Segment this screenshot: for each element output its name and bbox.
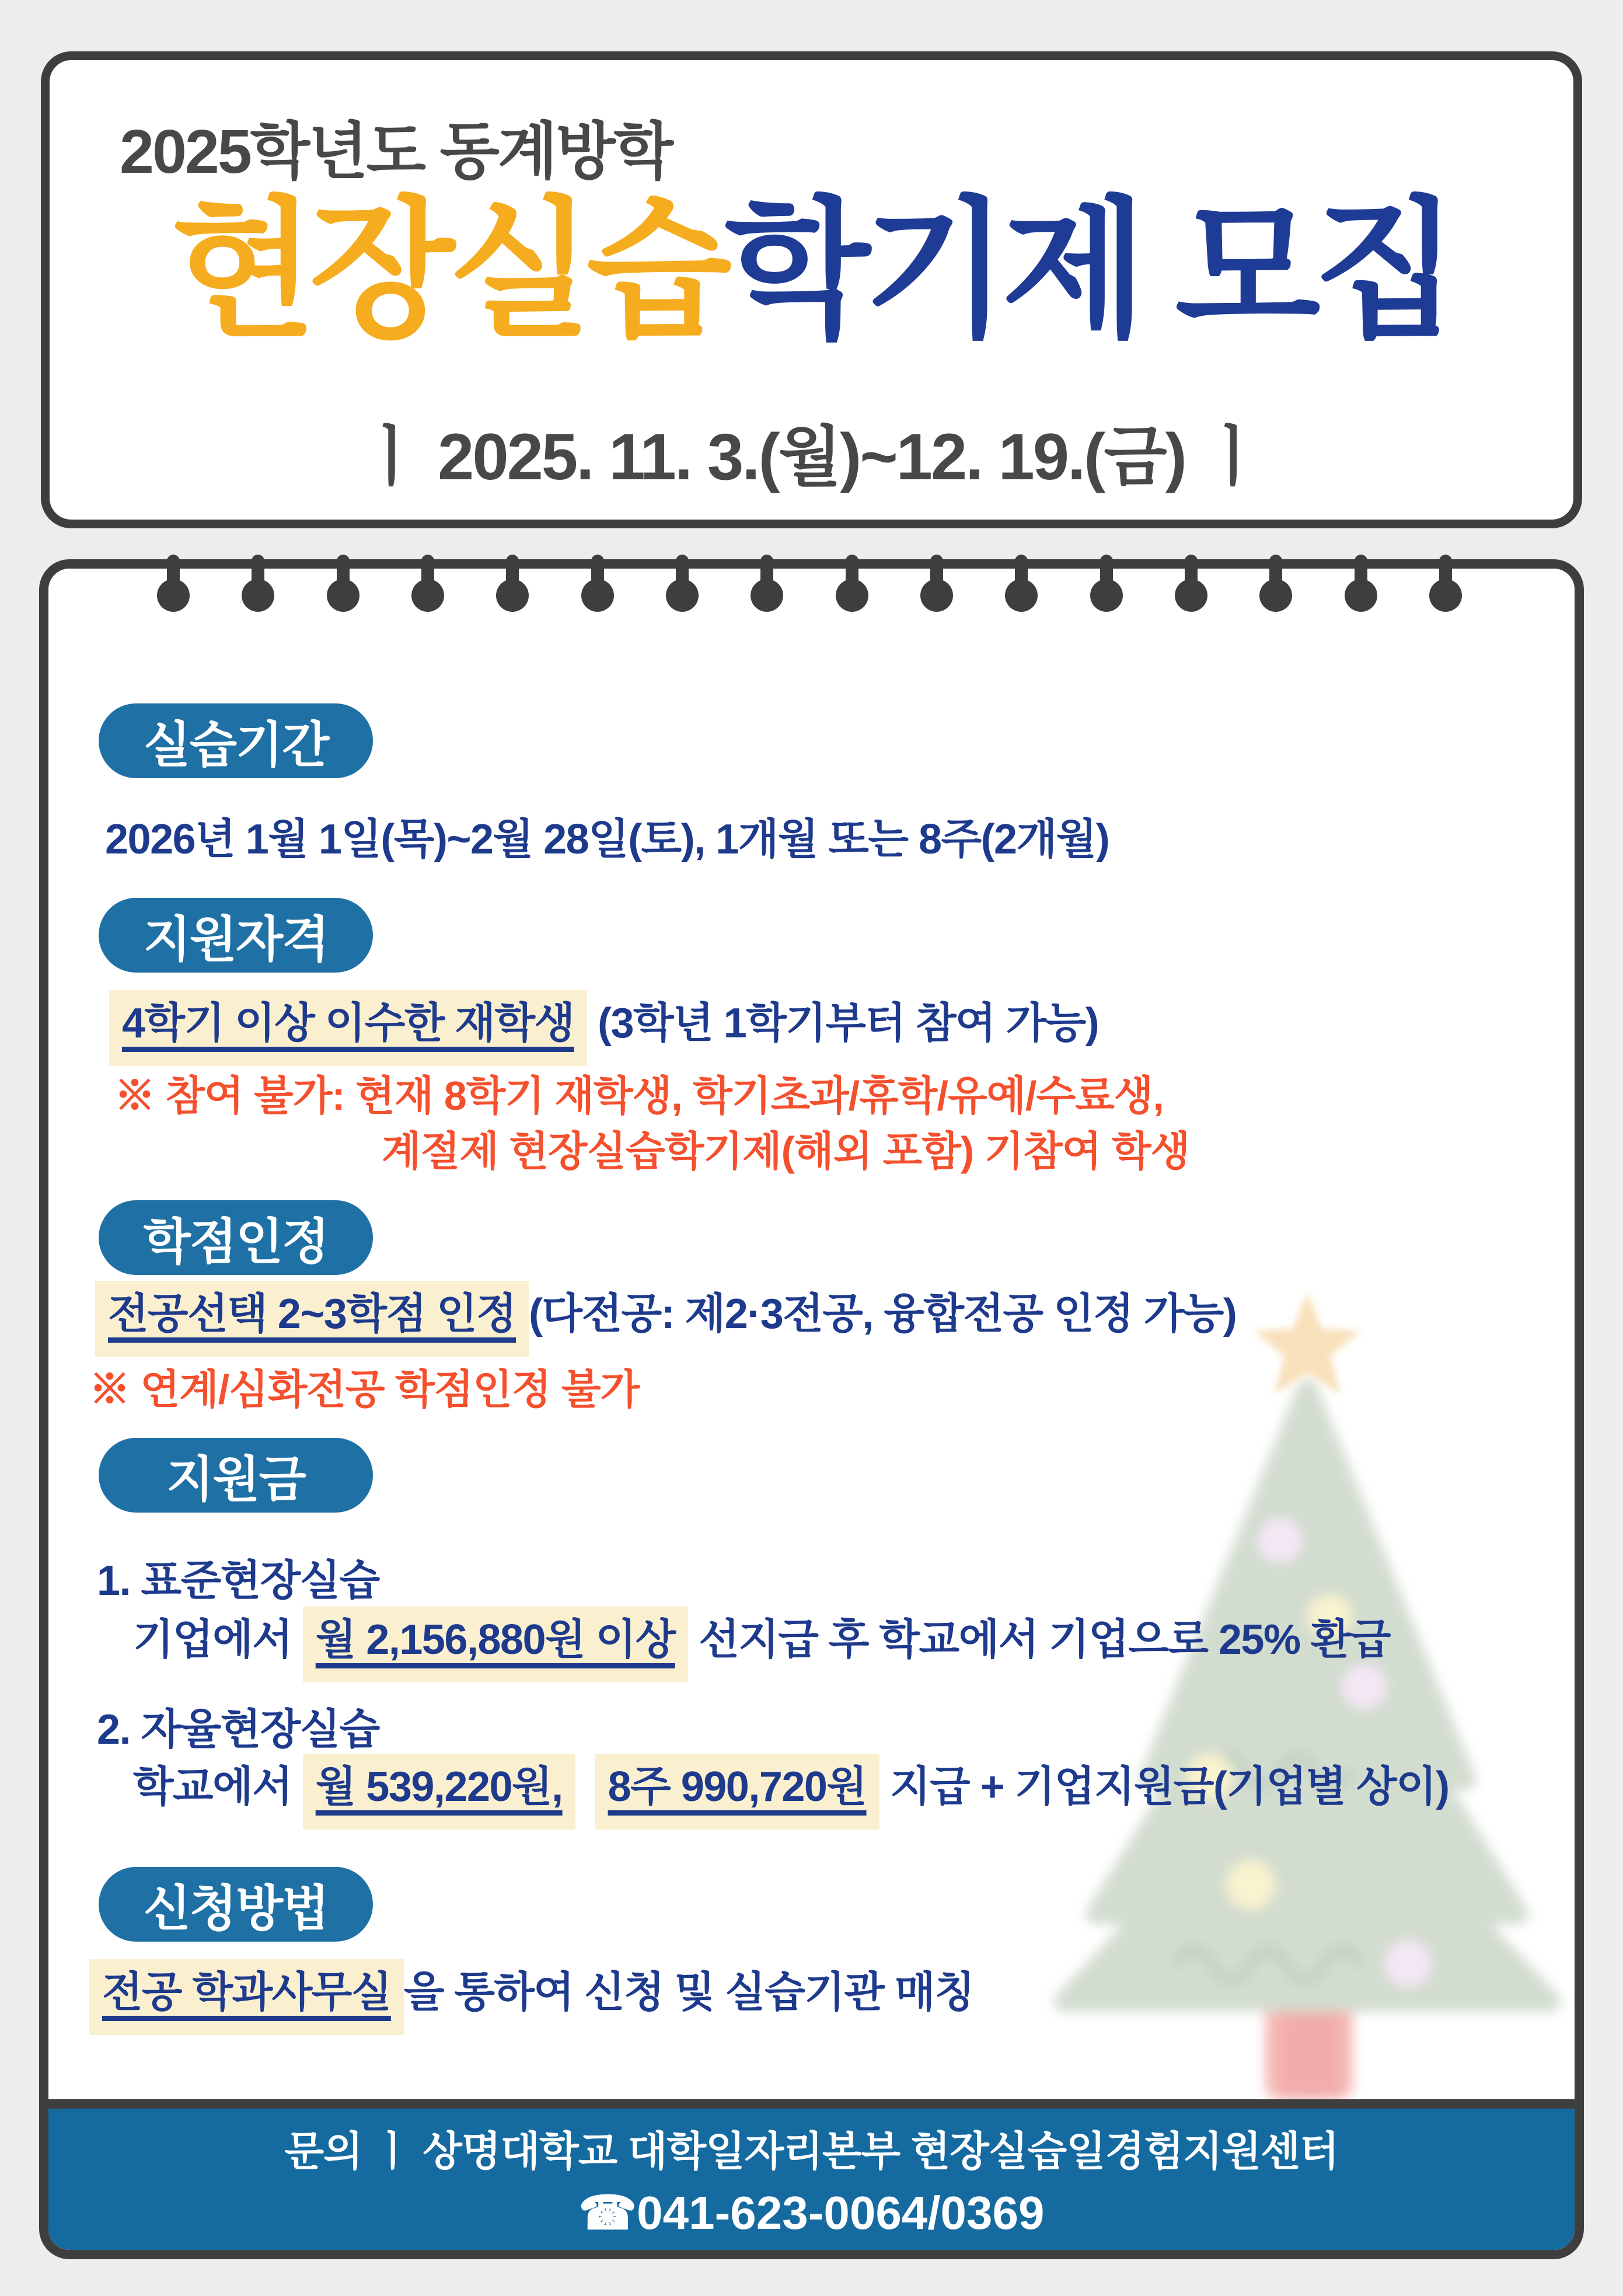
stipend-item1-prefix: 기업에서 (133, 1616, 303, 1663)
binding-pin (167, 555, 180, 593)
tree-ornament (1385, 1940, 1432, 1987)
header-subtitle: 2025학년도 동계방학 (120, 117, 672, 186)
practice-period-text: 2026년 1월 1일(목)~2월 28일(토), 1개월 또는 8주(2개월) (105, 816, 1109, 863)
phone-numbers: 041-623-0064/0369 (637, 2187, 1045, 2239)
binding-pin (676, 555, 689, 593)
binding-pin (1100, 555, 1113, 593)
eligibility-rest: (3학년 1학기부터 참여 가능) (587, 1000, 1099, 1047)
binding-pin (252, 555, 264, 593)
stipend-item1-detail (133, 1607, 1390, 1682)
tree-ornament (1226, 1861, 1275, 1910)
binding-pin (421, 555, 434, 593)
tree-ornament (1258, 1518, 1302, 1563)
binding-pin (930, 555, 943, 593)
credit-text (95, 1281, 1236, 1357)
binding-pin (1015, 555, 1028, 593)
title-highlight-text: 현장실습 (171, 186, 725, 354)
section-badge-credit: 학점인정 (99, 1200, 373, 1275)
title-rest-text: 학기제 모집 (725, 186, 1452, 354)
phone-icon: ☎ (578, 2187, 637, 2239)
binding-pin (506, 555, 519, 593)
section-badge-eligibility: 지원자격 (99, 898, 373, 973)
stipend-item2-highlight-1: 월 539,220원, (303, 1754, 575, 1830)
eligibility-note-2: 계절제 현장실습학기제(해외 포함) 기참여 학생 (382, 1128, 1190, 1174)
binding-pin (1355, 555, 1367, 593)
section-badge-stipend: 지원금 (99, 1438, 373, 1513)
section-badge-practice-period: 실습기간 (99, 703, 373, 778)
footer (48, 2099, 1575, 2250)
binding-pin (1185, 555, 1198, 593)
page-title (50, 187, 1573, 353)
content-card (39, 559, 1584, 2259)
binding-pin (1439, 555, 1452, 593)
credit-note: ※ 연계/심화전공 학점인정 불가 (89, 1367, 640, 1412)
binding-pin (337, 555, 350, 593)
stipend-item2-prefix: 학교에서 (133, 1764, 303, 1810)
credit-rest: (다전공: 제2·3전공, 융합전공 인정 가능) (529, 1291, 1237, 1337)
apply-rest: 을 통하여 신청 및 실습기관 매칭 (403, 1969, 975, 2016)
stipend-item1-rest: 선지급 후 학교에서 기업으로 25% 환급 (687, 1616, 1391, 1663)
contact-line: 문의 ㅣ 상명대학교 대학일자리본부 현장실습일경험지원센터 (284, 2128, 1339, 2174)
apply-text (89, 1959, 974, 2035)
eligibility-highlight: 4학기 이상 이수한 재학생 (109, 990, 587, 1066)
stipend-item2-title: 2. 자율현장실습 (97, 1706, 379, 1753)
stipend-item2-detail (133, 1754, 1449, 1830)
stipend-item1-title: 1. 표준현장실습 (97, 1558, 379, 1604)
binding-pin (591, 555, 604, 593)
tree-star (1254, 1292, 1360, 1394)
credit-highlight: 전공선택 2~3학점 인정 (95, 1281, 529, 1357)
binding-pin (846, 555, 858, 593)
apply-highlight: 전공 학과사무실 (89, 1959, 404, 2035)
section-badge-apply: 신청방법 (99, 1867, 373, 1942)
stipend-item1-highlight: 월 2,156,880원 이상 (303, 1607, 688, 1682)
stipend-item2-highlight-2: 8주 990,720원 (595, 1754, 879, 1830)
eligibility-note-1: ※ 참여 불가: 현재 8학기 재학생, 학기초과/휴학/유예/수료생, (114, 1073, 1164, 1119)
header-card (41, 51, 1582, 528)
phone-line (578, 2186, 1044, 2240)
binding-pin (760, 555, 773, 593)
eligibility-text (109, 990, 1098, 1066)
stipend-item2-rest: 지급 + 기업지원금(기업별 상이) (879, 1764, 1449, 1810)
content-area (48, 569, 1575, 2099)
recruitment-period: ㅣ 2025. 11. 3.(월)~12. 19.(금) ㅣ (359, 420, 1264, 493)
binding-pin (1269, 555, 1282, 593)
